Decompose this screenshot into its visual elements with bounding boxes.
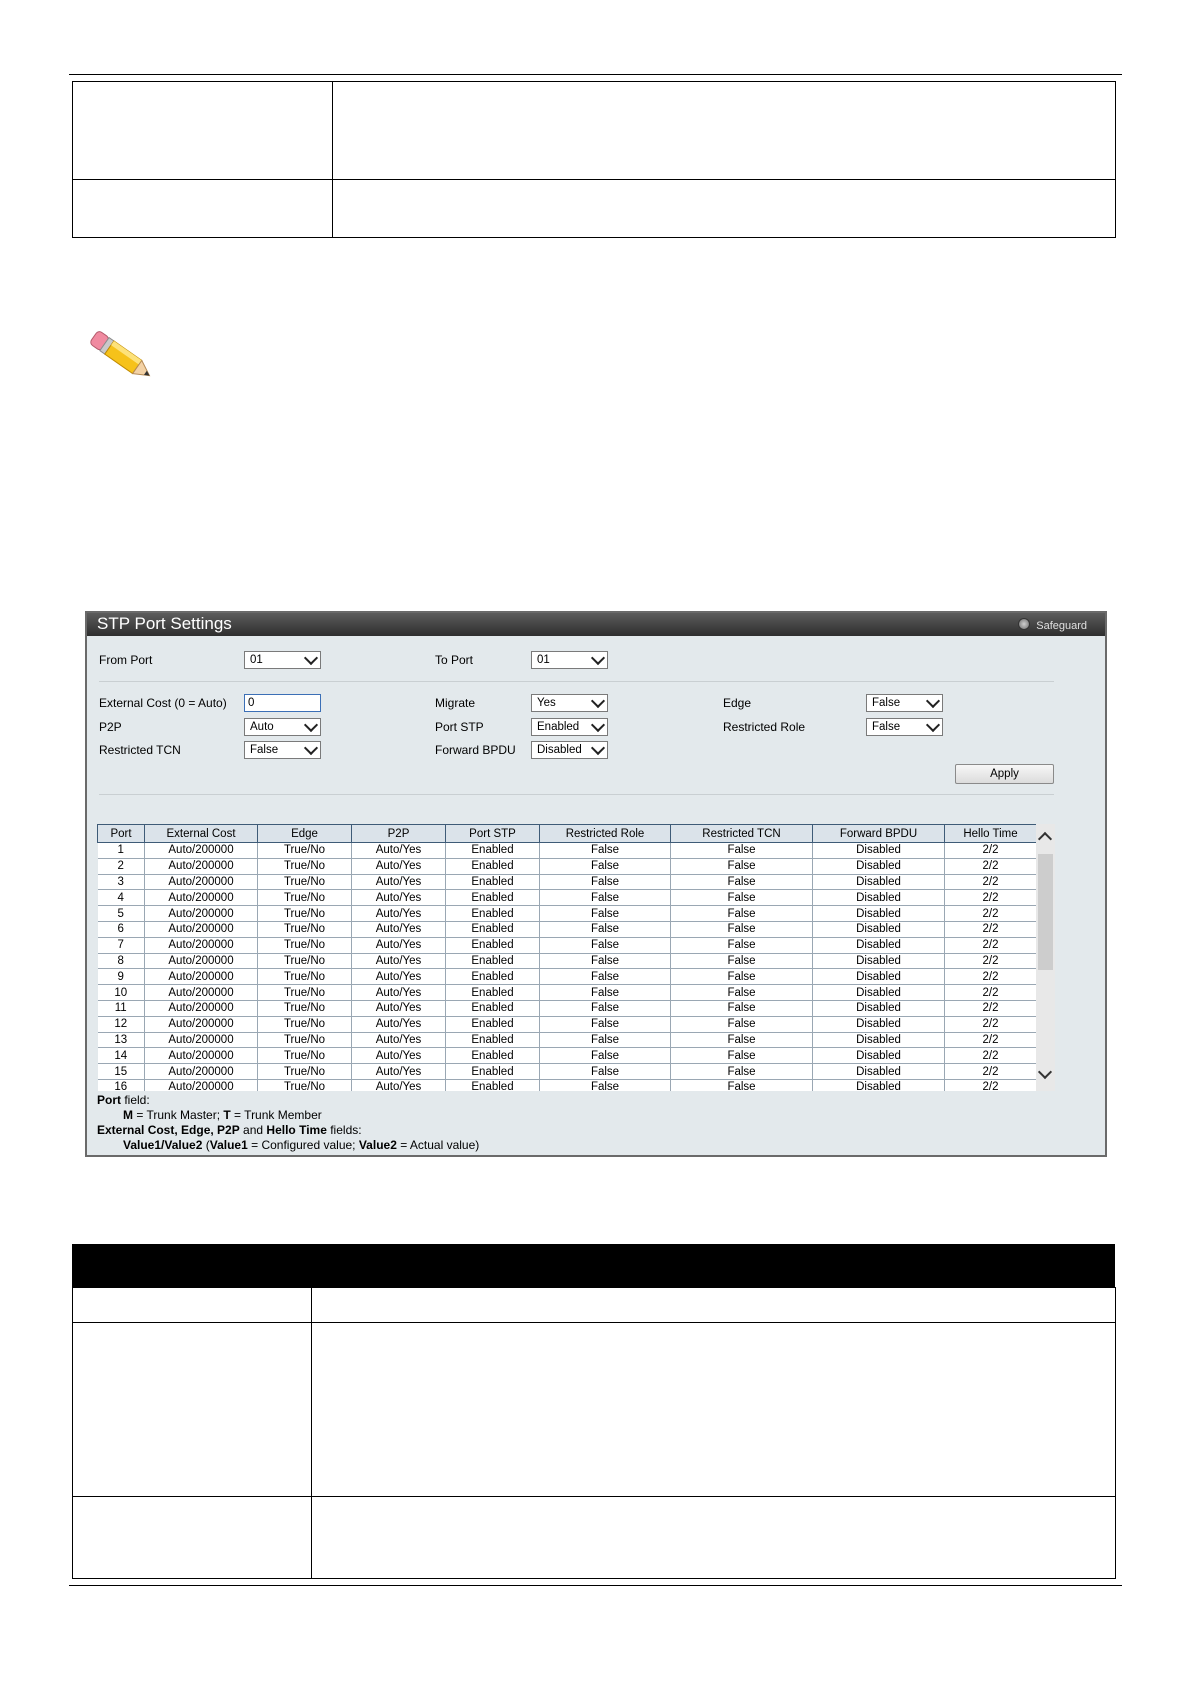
table-cell: 12 xyxy=(98,1016,145,1032)
chevron-down-icon xyxy=(591,741,605,755)
legend-v1: Value1 xyxy=(209,1138,248,1152)
table-cell: False xyxy=(671,843,813,859)
table-row[interactable] xyxy=(98,858,1037,874)
table-cell: False xyxy=(671,1048,813,1064)
port-settings-table xyxy=(97,824,1037,1091)
table-cell: Auto/200000 xyxy=(145,1064,258,1080)
table-cell: False xyxy=(671,937,813,953)
safeguard-indicator xyxy=(1018,618,1087,632)
table-cell: 8 xyxy=(98,953,145,969)
column-header: Hello Time xyxy=(945,825,1037,843)
p2p-select[interactable] xyxy=(244,718,321,736)
table-cell: False xyxy=(671,969,813,985)
edge-select[interactable] xyxy=(866,694,943,712)
table-row[interactable] xyxy=(98,1000,1037,1016)
table-cell: False xyxy=(540,1016,671,1032)
external-cost-label: External Cost (0 = Auto) xyxy=(99,696,227,710)
table-row[interactable] xyxy=(98,1016,1037,1032)
table-cell: True/No xyxy=(258,921,352,937)
table-cell: 3 xyxy=(98,874,145,890)
legend-text: = Trunk Master; xyxy=(133,1108,224,1122)
table-cell: Disabled xyxy=(813,874,945,890)
edge-value: False xyxy=(872,697,901,709)
table-cell: False xyxy=(540,1079,671,1091)
legend-line-1 xyxy=(97,1093,150,1107)
table-cell: Enabled xyxy=(446,1032,540,1048)
table-cell: Disabled xyxy=(813,1064,945,1080)
pencil-icon xyxy=(80,325,160,385)
table-cell: Auto/Yes xyxy=(352,874,446,890)
legend-v2: Value2 xyxy=(358,1138,397,1152)
table-cell: Auto/Yes xyxy=(352,1016,446,1032)
chevron-down-icon xyxy=(926,718,940,732)
table-cell: False xyxy=(671,953,813,969)
table-cell: 16 xyxy=(98,1079,145,1091)
migrate-label: Migrate xyxy=(435,696,476,710)
table-cell: 13 xyxy=(98,1032,145,1048)
table-cell: 2/2 xyxy=(945,985,1037,1001)
table-cell: Auto/Yes xyxy=(352,1000,446,1016)
bottom-table-header xyxy=(72,1244,1115,1287)
safeguard-label: Safeguard xyxy=(1036,620,1087,632)
table-cell: 2/2 xyxy=(945,890,1037,906)
table-cell: False xyxy=(540,985,671,1001)
table-cell: Auto/Yes xyxy=(352,1079,446,1091)
table-cell: Enabled xyxy=(446,906,540,922)
table-cell: Auto/Yes xyxy=(352,937,446,953)
legend-port: Port xyxy=(97,1093,121,1107)
table-cell: Auto/200000 xyxy=(145,985,258,1001)
table-cell: False xyxy=(540,858,671,874)
table-cell: True/No xyxy=(258,1048,352,1064)
table-cell: False xyxy=(540,921,671,937)
table-cell: 2/2 xyxy=(945,906,1037,922)
table-cell: 2/2 xyxy=(945,969,1037,985)
table-row xyxy=(73,180,1116,238)
chevron-down-icon xyxy=(591,651,605,665)
table-cell: Disabled xyxy=(813,985,945,1001)
legend-text: ( xyxy=(202,1138,210,1152)
divider xyxy=(99,681,1054,682)
table-cell: Disabled xyxy=(813,858,945,874)
table-cell: Disabled xyxy=(813,969,945,985)
table-cell: Auto/200000 xyxy=(145,906,258,922)
from-port-value: 01 xyxy=(250,654,263,666)
table-cell: True/No xyxy=(258,858,352,874)
table-cell: 2/2 xyxy=(945,953,1037,969)
restricted-role-value: False xyxy=(872,721,901,733)
table-cell: True/No xyxy=(258,874,352,890)
scroll-up-icon[interactable] xyxy=(1038,832,1052,846)
table-row[interactable] xyxy=(98,874,1037,890)
to-port-value: 01 xyxy=(537,654,550,666)
table-cell: Enabled xyxy=(446,921,540,937)
table-cell: Enabled xyxy=(446,1000,540,1016)
table-cell: Auto/Yes xyxy=(352,1032,446,1048)
table-cell: Auto/200000 xyxy=(145,1079,258,1091)
table-cell: Auto/200000 xyxy=(145,858,258,874)
footer-rule xyxy=(69,1585,1122,1586)
table-cell: Disabled xyxy=(813,1000,945,1016)
table-cell: True/No xyxy=(258,843,352,859)
table-cell: False xyxy=(671,1016,813,1032)
table-cell: 2/2 xyxy=(945,1064,1037,1080)
table-row[interactable] xyxy=(98,937,1037,953)
safeguard-indicator-icon xyxy=(1018,618,1030,630)
apply-button[interactable]: Apply xyxy=(955,764,1054,784)
scrollbar-thumb[interactable] xyxy=(1038,854,1053,970)
table-cell: Auto/Yes xyxy=(352,858,446,874)
table-cell: Enabled xyxy=(446,969,540,985)
chevron-down-icon xyxy=(304,651,318,665)
chevron-down-icon xyxy=(304,741,318,755)
table-cell: False xyxy=(540,1000,671,1016)
scroll-down-icon[interactable] xyxy=(1038,1065,1052,1079)
table-cell: Disabled xyxy=(813,890,945,906)
table-cell: False xyxy=(540,906,671,922)
table-cell: Auto/200000 xyxy=(145,969,258,985)
table-cell: 4 xyxy=(98,890,145,906)
table-cell: False xyxy=(671,874,813,890)
table-cell: 2/2 xyxy=(945,874,1037,890)
table-cell: True/No xyxy=(258,1016,352,1032)
table-cell: 2/2 xyxy=(945,1016,1037,1032)
to-port-select[interactable] xyxy=(531,651,608,669)
table-row xyxy=(73,1288,1116,1323)
table-cell: False xyxy=(540,890,671,906)
table-cell: False xyxy=(540,1064,671,1080)
column-header: Port STP xyxy=(446,825,540,843)
table-cell: 10 xyxy=(98,985,145,1001)
from-port-select[interactable] xyxy=(244,651,321,669)
table-cell: Enabled xyxy=(446,1016,540,1032)
table-row[interactable] xyxy=(98,906,1037,922)
legend-t: T xyxy=(223,1108,231,1122)
table-cell: True/No xyxy=(258,1000,352,1016)
column-header: Restricted Role xyxy=(540,825,671,843)
table-cell: 2 xyxy=(98,858,145,874)
table-cell: True/No xyxy=(258,969,352,985)
table-cell: False xyxy=(671,985,813,1001)
table-cell: Disabled xyxy=(813,1048,945,1064)
chevron-down-icon xyxy=(926,694,940,708)
legend-text: = Trunk Member xyxy=(230,1108,322,1122)
chevron-down-icon xyxy=(591,694,605,708)
table-cell: True/No xyxy=(258,953,352,969)
table-cell: Auto/200000 xyxy=(145,1016,258,1032)
table-cell: True/No xyxy=(258,906,352,922)
table-cell: Enabled xyxy=(446,858,540,874)
table-cell: Auto/200000 xyxy=(145,1032,258,1048)
table-cell: True/No xyxy=(258,890,352,906)
table-cell: 11 xyxy=(98,1000,145,1016)
legend-line-3 xyxy=(97,1123,362,1137)
table-cell: False xyxy=(671,1032,813,1048)
table-cell: Enabled xyxy=(446,1064,540,1080)
table-cell: False xyxy=(540,843,671,859)
column-header: P2P xyxy=(352,825,446,843)
column-header: Port xyxy=(98,825,145,843)
table-cell: Auto/Yes xyxy=(352,906,446,922)
p2p-label: P2P xyxy=(99,720,122,734)
table-cell: Auto/200000 xyxy=(145,874,258,890)
table-cell: Auto/200000 xyxy=(145,937,258,953)
table-cell: Enabled xyxy=(446,874,540,890)
table-cell: Enabled xyxy=(446,843,540,859)
divider xyxy=(99,794,1054,795)
table-row[interactable] xyxy=(98,1032,1037,1048)
table-cell: False xyxy=(540,1032,671,1048)
table-cell: Auto/Yes xyxy=(352,969,446,985)
table-row[interactable] xyxy=(98,1079,1037,1091)
table-row[interactable] xyxy=(98,953,1037,969)
legend-text: fields: xyxy=(326,1123,362,1137)
restricted-role-select[interactable] xyxy=(866,718,943,736)
table-cell: Enabled xyxy=(446,953,540,969)
external-cost-input[interactable]: 0 xyxy=(244,694,321,712)
table-cell: 2/2 xyxy=(945,1032,1037,1048)
stp-port-settings-panel xyxy=(85,611,1107,1157)
bottom-description-table xyxy=(72,1287,1116,1579)
table-row[interactable] xyxy=(98,1048,1037,1064)
forward-bpdu-label: Forward BPDU xyxy=(435,743,516,757)
table-cell: True/No xyxy=(258,937,352,953)
table-cell: Enabled xyxy=(446,1079,540,1091)
table-cell: Disabled xyxy=(813,937,945,953)
header-rule xyxy=(69,74,1122,75)
port-stp-select[interactable] xyxy=(531,718,608,736)
table-cell: Auto/200000 xyxy=(145,1000,258,1016)
table-row xyxy=(73,1497,1116,1579)
table-cell: False xyxy=(671,890,813,906)
table-row xyxy=(73,82,1116,180)
migrate-select[interactable] xyxy=(531,694,608,712)
table-cell: 2/2 xyxy=(945,843,1037,859)
restricted-role-label: Restricted Role xyxy=(723,720,806,734)
table-cell: Auto/200000 xyxy=(145,953,258,969)
panel-title: STP Port Settings xyxy=(97,614,232,633)
port-settings-table-container[interactable] xyxy=(97,824,1055,1091)
legend-text: field: xyxy=(121,1093,150,1107)
p2p-value: Auto xyxy=(250,721,274,733)
legend-v12: Value1/Value2 xyxy=(123,1138,203,1152)
legend-hello: Hello Time xyxy=(266,1123,327,1137)
table-cell: Enabled xyxy=(446,1048,540,1064)
legend-ext: External Cost, Edge, P2P xyxy=(97,1123,240,1137)
table-cell: True/No xyxy=(258,985,352,1001)
table-cell: 5 xyxy=(98,906,145,922)
legend-line-4 xyxy=(123,1138,479,1152)
chevron-down-icon xyxy=(591,718,605,732)
column-header: External Cost xyxy=(145,825,258,843)
table-cell: Auto/200000 xyxy=(145,890,258,906)
table-row[interactable] xyxy=(98,1064,1037,1080)
column-header: Restricted TCN xyxy=(671,825,813,843)
table-cell: Auto/200000 xyxy=(145,1048,258,1064)
legend-m: M xyxy=(123,1108,133,1122)
table-cell: Auto/Yes xyxy=(352,890,446,906)
table-cell: Auto/Yes xyxy=(352,985,446,1001)
table-cell: False xyxy=(671,921,813,937)
table-cell: Enabled xyxy=(446,890,540,906)
legend-text: = Actual value) xyxy=(396,1138,480,1152)
table-cell: Disabled xyxy=(813,1032,945,1048)
table-cell: 2/2 xyxy=(945,937,1037,953)
table-cell: False xyxy=(540,1048,671,1064)
table-cell: 2/2 xyxy=(945,858,1037,874)
table-cell: Enabled xyxy=(446,937,540,953)
table-cell: 9 xyxy=(98,969,145,985)
restricted-tcn-select[interactable] xyxy=(244,741,321,759)
table-row xyxy=(73,1323,1116,1497)
table-header-row xyxy=(98,825,1037,843)
table-cell: False xyxy=(671,1064,813,1080)
table-row[interactable] xyxy=(98,985,1037,1001)
column-header: Edge xyxy=(258,825,352,843)
column-header: Forward BPDU xyxy=(813,825,945,843)
top-description-table xyxy=(72,81,1116,238)
forward-bpdu-select[interactable] xyxy=(531,741,608,759)
table-row[interactable] xyxy=(98,843,1037,859)
legend-text: = Configured value; xyxy=(247,1138,359,1152)
table-cell: False xyxy=(671,1079,813,1091)
restricted-tcn-value: False xyxy=(250,744,279,756)
table-cell: False xyxy=(671,858,813,874)
table-row[interactable] xyxy=(98,969,1037,985)
table-cell: Auto/200000 xyxy=(145,843,258,859)
restricted-tcn-label: Restricted TCN xyxy=(99,743,181,757)
port-stp-label: Port STP xyxy=(435,720,484,734)
table-cell: False xyxy=(540,937,671,953)
table-cell: True/No xyxy=(258,1032,352,1048)
table-cell: 14 xyxy=(98,1048,145,1064)
to-port-label: To Port xyxy=(435,653,474,667)
table-cell: 15 xyxy=(98,1064,145,1080)
migrate-value: Yes xyxy=(537,697,556,709)
table-cell: 6 xyxy=(98,921,145,937)
table-cell: Enabled xyxy=(446,985,540,1001)
table-cell: False xyxy=(671,1000,813,1016)
legend-text: and xyxy=(239,1123,267,1137)
table-cell: Disabled xyxy=(813,953,945,969)
table-cell: Disabled xyxy=(813,906,945,922)
table-cell: 1 xyxy=(98,843,145,859)
table-cell: False xyxy=(540,874,671,890)
table-cell: False xyxy=(540,969,671,985)
table-cell: Disabled xyxy=(813,843,945,859)
table-cell: False xyxy=(671,906,813,922)
table-cell: Auto/Yes xyxy=(352,843,446,859)
table-cell: Disabled xyxy=(813,1079,945,1091)
chevron-down-icon xyxy=(304,718,318,732)
table-cell: 2/2 xyxy=(945,1000,1037,1016)
table-cell: 2/2 xyxy=(945,921,1037,937)
table-cell: Auto/200000 xyxy=(145,921,258,937)
port-stp-value: Enabled xyxy=(537,721,580,733)
table-cell: 7 xyxy=(98,937,145,953)
table-cell: True/No xyxy=(258,1079,352,1091)
legend-line-2 xyxy=(123,1108,322,1122)
table-cell: False xyxy=(540,953,671,969)
table-cell: 2/2 xyxy=(945,1079,1037,1091)
table-row[interactable] xyxy=(98,890,1037,906)
forward-bpdu-value: Disabled xyxy=(537,744,582,756)
panel-title-bar xyxy=(87,613,1105,636)
table-cell: Auto/Yes xyxy=(352,1048,446,1064)
table-cell: Auto/Yes xyxy=(352,921,446,937)
edge-label: Edge xyxy=(723,696,752,710)
table-scrollbar[interactable] xyxy=(1036,824,1055,1091)
table-cell: Auto/Yes xyxy=(352,953,446,969)
table-cell: Disabled xyxy=(813,1016,945,1032)
table-cell: Auto/Yes xyxy=(352,1064,446,1080)
table-cell: 2/2 xyxy=(945,1048,1037,1064)
table-row[interactable] xyxy=(98,921,1037,937)
from-port-label: From Port xyxy=(99,653,153,667)
table-cell: True/No xyxy=(258,1064,352,1080)
table-cell: Disabled xyxy=(813,921,945,937)
